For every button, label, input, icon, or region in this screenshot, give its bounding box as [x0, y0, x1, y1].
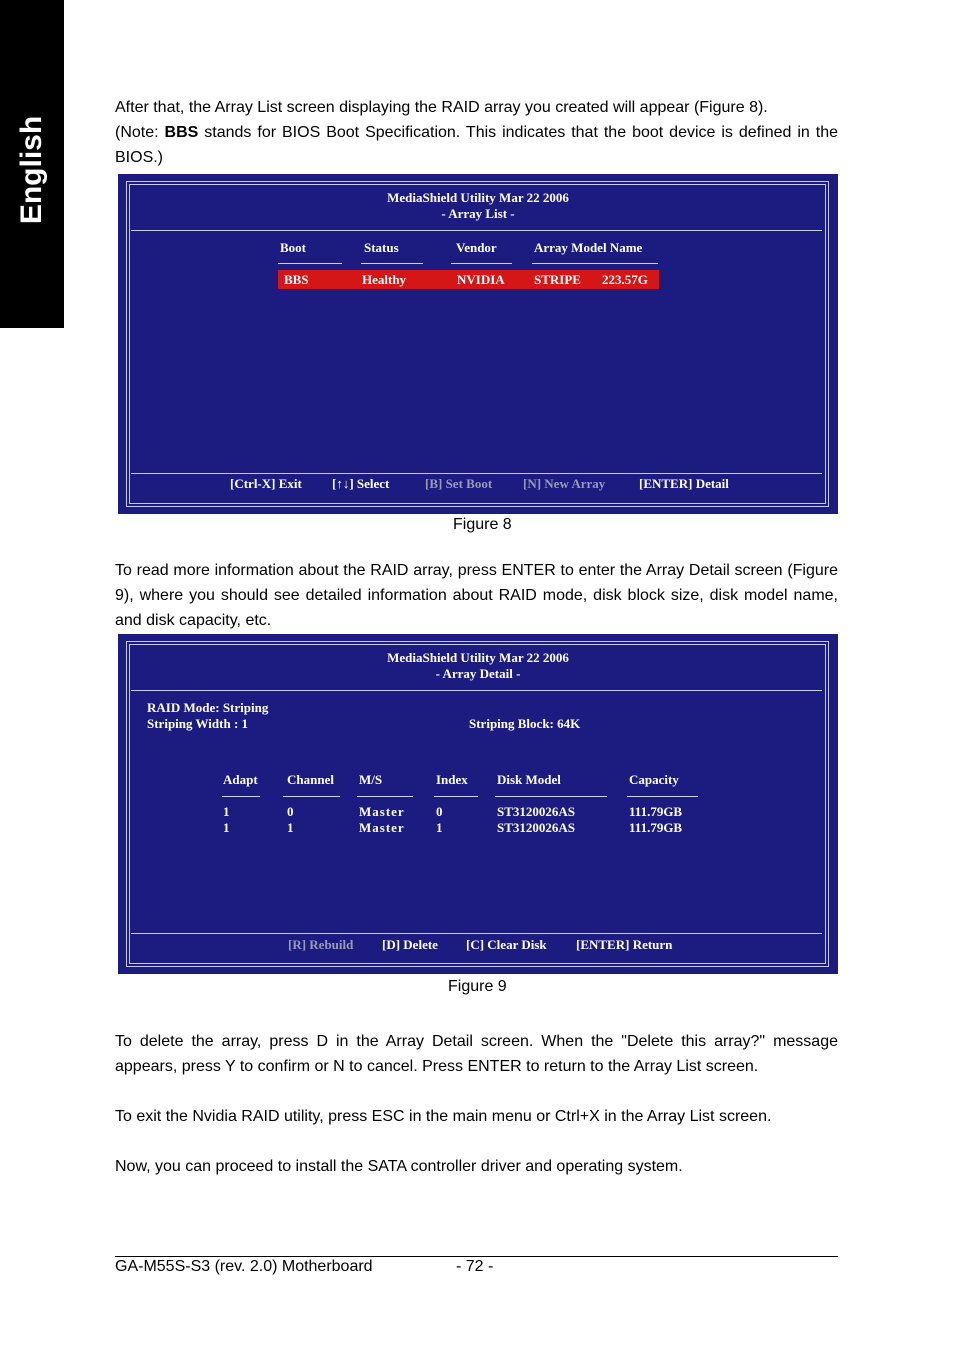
col-underline	[627, 796, 698, 797]
screen-subtitle: - Array List -	[441, 206, 515, 221]
cell-capacity: 111.79GB	[629, 804, 683, 819]
col-underline	[222, 796, 260, 797]
intro-paragraph	[115, 95, 838, 170]
row-status: Healthy	[362, 272, 407, 287]
screen-title: MediaShield Utility Mar 22 2006	[387, 190, 569, 205]
delete-paragraph: To delete the array, press D in the Array Detail screen. When the "Delete this array?" message appears, press Y to confirm or N to cancel. Press ENTER to return to the Array List screen.	[115, 1033, 838, 1075]
cell-index: 1	[436, 820, 443, 835]
detail-paragraph: To read more information about the RAID array, press ENTER to enter the Array Detail screen (Figure 9), where you should see detailed information about RAID mode, disk block size, disk model name, and disk capacity, etc.	[115, 562, 838, 629]
col-underline	[495, 796, 607, 797]
cell-ms: Master	[359, 820, 405, 835]
figure9-caption: Figure 9	[448, 978, 507, 995]
col-underline	[278, 263, 342, 264]
note-prefix: (Note:	[115, 124, 165, 141]
screen-title: MediaShield Utility Mar 22 2006	[387, 650, 569, 665]
cell-disk-model: ST3120026AS	[497, 804, 576, 819]
cell-capacity: 111.79GB	[629, 820, 683, 835]
cell-adapt: 1	[223, 804, 230, 819]
array-detail-screen	[118, 634, 838, 974]
footer-model: GA-M55S-S3 (rev. 2.0) Motherboard	[115, 1258, 373, 1275]
footer-separator	[131, 473, 822, 474]
col-underline	[357, 796, 413, 797]
col-boot: Boot	[280, 240, 306, 255]
key-detail[interactable]: [ENTER] Detail	[639, 476, 729, 491]
exit-paragraph: To exit the Nvidia RAID utility, press ESC in the main menu or Ctrl+X in the Array List screen.	[115, 1108, 772, 1125]
cell-channel: 0	[287, 804, 294, 819]
key-delete[interactable]: [D] Delete	[382, 937, 438, 952]
col-adapt: Adapt	[223, 772, 258, 787]
col-capacity: Capacity	[629, 772, 679, 787]
key-select[interactable]: [↑↓] Select	[332, 476, 390, 491]
col-status: Status	[364, 240, 399, 255]
col-underline	[451, 263, 512, 264]
cell-adapt: 1	[223, 820, 230, 835]
language-tab	[0, 0, 64, 328]
striping-block: Striping Block: 64K	[469, 716, 581, 731]
col-index: Index	[436, 772, 468, 787]
key-clear-disk[interactable]: [C] Clear Disk	[466, 937, 547, 952]
cell-ms: Master	[359, 804, 405, 819]
cell-channel: 1	[287, 820, 294, 835]
key-exit[interactable]: [Ctrl-X] Exit	[230, 476, 302, 491]
row-size: 223.57G	[602, 272, 648, 287]
key-rebuild[interactable]: [R] Rebuild	[288, 937, 354, 952]
array-list-screen	[118, 174, 838, 514]
col-underline	[434, 796, 478, 797]
col-underline	[283, 796, 340, 797]
figure8-caption: Figure 8	[453, 516, 512, 533]
header-separator	[131, 230, 822, 231]
key-new-array[interactable]: [N] New Array	[523, 476, 606, 491]
note-rest: stands for BIOS Boot Specification. This indicates that the boot device is defined in the BIOS.)	[115, 124, 838, 166]
screen-frame	[129, 644, 826, 964]
proceed-paragraph: Now, you can proceed to install the SATA controller driver and operating system.	[115, 1158, 683, 1175]
cell-disk-model: ST3120026AS	[497, 820, 576, 835]
col-vendor: Vendor	[456, 240, 497, 255]
screen-subtitle: - Array Detail -	[435, 666, 521, 681]
note-bbs: BBS	[164, 124, 199, 141]
col-disk-model: Disk Model	[497, 772, 561, 787]
row-model: STRIPE	[534, 272, 581, 287]
col-underline	[532, 263, 658, 264]
row-vendor: NVIDIA	[457, 272, 505, 287]
intro-line: After that, the Array List screen displaying the RAID array you created will appear (Figure 8).	[115, 99, 768, 116]
array-row-selected[interactable]	[278, 270, 659, 289]
striping-width: Striping Width : 1	[147, 716, 249, 731]
row-boot: BBS	[284, 272, 309, 287]
key-set-boot[interactable]: [B] Set Boot	[425, 476, 493, 491]
col-underline	[361, 263, 423, 264]
header-separator	[131, 690, 822, 691]
col-ms: M/S	[359, 772, 383, 787]
key-return[interactable]: [ENTER] Return	[576, 937, 673, 952]
language-tab-label: English	[15, 115, 48, 225]
cell-index: 0	[436, 804, 443, 819]
footer-rule	[115, 1256, 838, 1257]
col-channel: Channel	[287, 772, 334, 787]
raid-mode: RAID Mode: Striping	[147, 700, 269, 715]
footer-separator	[131, 933, 822, 934]
screen-frame	[129, 184, 826, 504]
footer-page-number: - 72 -	[456, 1258, 494, 1275]
col-array-model: Array Model Name	[534, 240, 643, 255]
